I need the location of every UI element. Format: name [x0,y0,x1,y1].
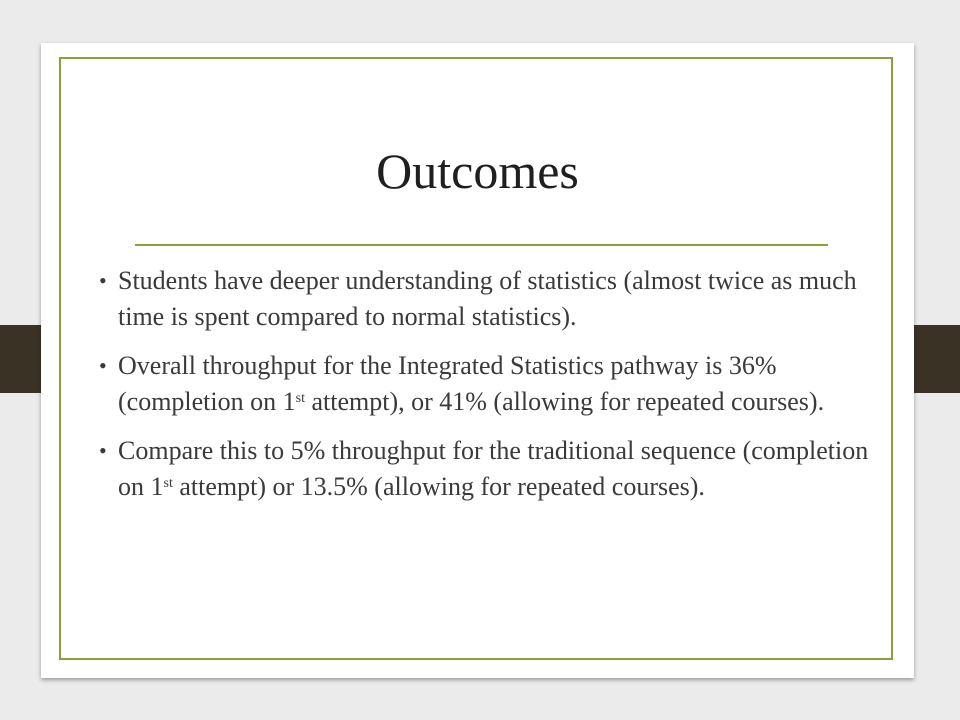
bullet-dot-icon: • [99,353,107,378]
bullet-list [99,263,879,518]
bullet-text-start: Overall throughput for the Integrated Statistics pathway is 36% (completion on 1 [118,351,777,416]
bullet-text: Students have deeper understanding of statistics (almost twice as much time is spent compared to normal statistics). [118,266,857,331]
bullet-dot-icon: • [99,268,107,293]
bullet-item [99,433,879,505]
slide-title: Outcomes [376,143,579,199]
superscript: st [295,391,305,406]
bullet-text-end: attempt), or 41% (allowing for repeated courses). [304,387,825,416]
bullet-text-start: Compare this to 5% throughput for the traditional sequence (completion on 1 [118,436,869,501]
bullet-item [99,348,879,420]
bullet-text-end: attempt) or 13.5% (allowing for repeated courses). [172,472,705,501]
slide-card [41,43,914,678]
bullet-item [99,263,879,335]
title-underline [135,244,828,246]
bullet-dot-icon: • [99,438,107,463]
superscript: st [163,476,173,491]
